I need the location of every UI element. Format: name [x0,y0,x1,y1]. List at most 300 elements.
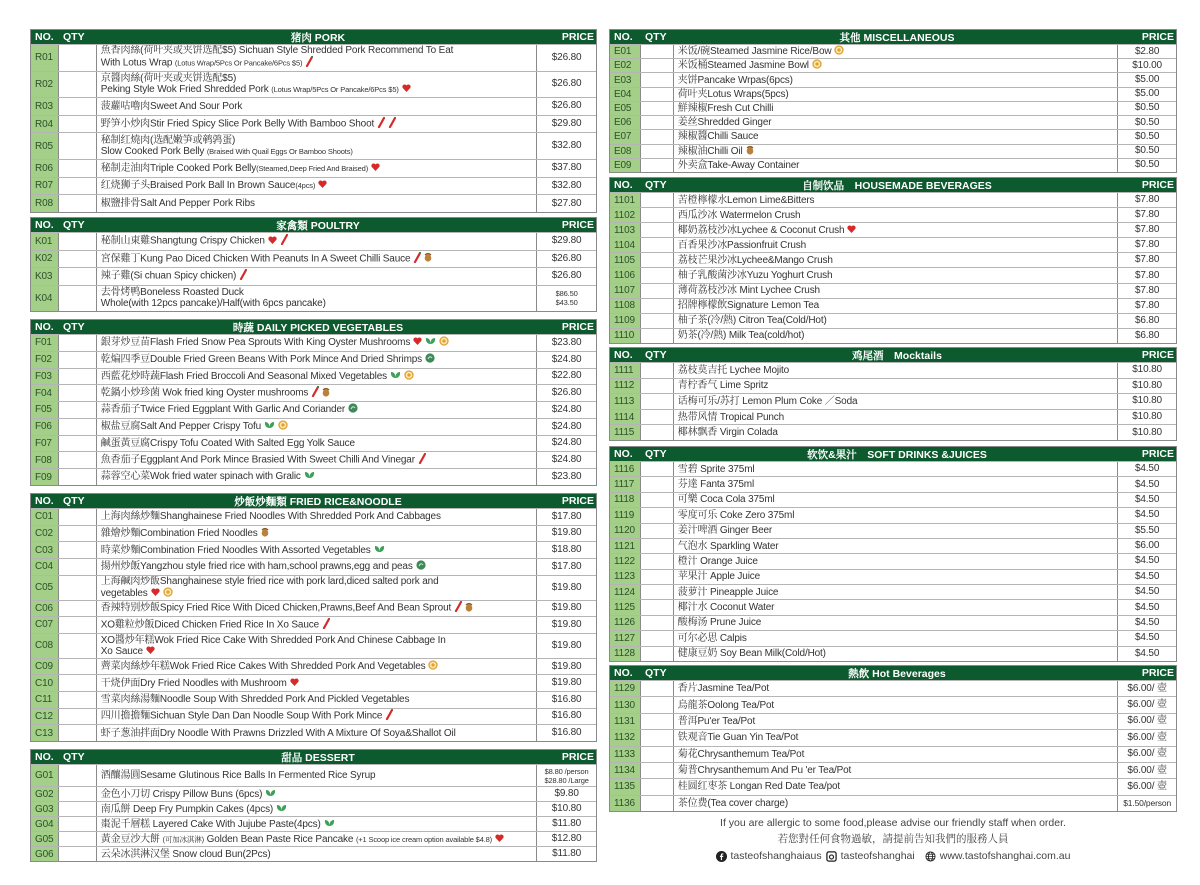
price-value: $4.50 [1134,586,1160,598]
item-code: 1102 [610,208,641,222]
menu-item-row[interactable] [31,633,596,658]
quantity-cell[interactable] [59,617,97,633]
menu-item-row[interactable] [31,285,596,311]
item-code: F07 [31,436,59,452]
menu-item-row[interactable] [31,658,596,675]
menu-item-row[interactable] [31,194,596,212]
item-name: 椰汁水 Coconut Water [677,602,775,614]
item-price [1118,554,1176,568]
menu-item-row[interactable] [610,696,1176,712]
item-name-cell [97,709,537,725]
quantity-cell[interactable] [59,576,97,600]
quantity-cell[interactable] [641,524,674,538]
menu-item-row[interactable] [610,778,1176,794]
quantity-cell[interactable] [59,675,97,691]
menu-item-row[interactable] [31,132,596,159]
quantity-cell[interactable] [641,284,674,298]
menu-item-row[interactable] [31,401,596,418]
item-name-cell [97,369,537,385]
quantity-cell[interactable] [59,847,97,861]
price-value: $19.80 [551,677,582,689]
menu-item-row[interactable] [610,523,1176,538]
quantity-cell[interactable] [641,570,674,584]
header-no: NO. [614,349,633,361]
quantity-cell[interactable] [641,238,674,252]
item-name-cell [97,576,537,600]
menu-item-row[interactable] [610,192,1176,207]
menu-item-row[interactable] [610,298,1176,313]
quantity-cell[interactable] [59,802,97,816]
price-value: $7.80 [1134,194,1160,206]
quantity-cell[interactable] [641,208,674,222]
menu-item-row[interactable] [610,713,1176,729]
item-name-wrap [678,365,789,376]
menu-item-row[interactable] [610,328,1176,343]
quantity-cell[interactable] [641,253,674,267]
item-name: 上海鹹肉炒飯Shanghainese style fried rice with pork lard,diced salted pork and vegetables [100,575,439,599]
quantity-cell[interactable] [641,45,674,58]
item-name: 夹饼Pancake Wrpas(6pcs) [677,74,793,86]
item-code: F08 [31,452,59,468]
item-name: 菠蘿咕嚕肉Sweet And Sour Pork [100,100,243,112]
price-value: $26.80 [551,270,582,282]
menu-section [609,665,1177,812]
item-price [537,576,596,600]
menu-item-row[interactable] [31,232,596,250]
item-note: (Steamed,Deep Fried And Braised) [256,163,369,173]
quantity-cell[interactable] [59,436,97,452]
menu-item-row[interactable] [610,569,1176,584]
quantity-cell[interactable] [59,45,97,71]
item-name-cell [674,410,1118,425]
item-name-cell [674,314,1118,328]
menu-item-row[interactable] [610,44,1176,58]
quantity-cell[interactable] [641,697,674,712]
item-note: (Lotus Wrap/5Pcs Or Pancake/6Pcs $5) [174,58,303,68]
menu-item-row[interactable] [31,846,596,861]
price-value: $16.80 [551,710,582,722]
quantity-cell[interactable] [641,394,674,409]
item-price [1118,59,1176,72]
item-name: 橙汁 Orange Juice [677,555,758,567]
item-name: 姜汁啤酒 Ginger Beer [677,525,773,537]
menu-item-row[interactable] [31,600,596,617]
menu-item-row[interactable] [31,674,596,691]
menu-item-row[interactable] [610,492,1176,507]
header-qty: QTY [645,31,667,43]
quantity-cell[interactable] [59,352,97,368]
price-value: $5.50 [1134,524,1160,536]
quantity-cell[interactable] [641,477,674,491]
quantity-cell[interactable] [59,725,97,741]
item-name-cell [97,692,537,708]
item-price [1118,88,1176,101]
item-name-wrap [101,117,396,131]
item-name-wrap [101,834,504,845]
quantity-cell[interactable] [59,116,97,133]
section-header [31,750,596,764]
quantity-cell[interactable] [641,88,674,101]
quantity-cell[interactable] [641,193,674,207]
menu-item-row[interactable] [31,250,596,268]
quantity-cell[interactable] [59,72,97,98]
quantity-cell[interactable] [59,787,97,801]
item-name-cell [97,160,537,177]
menu-item-row[interactable] [610,237,1176,252]
menu-item-row[interactable] [31,801,596,816]
menu-item-row[interactable] [610,553,1176,568]
quantity-cell[interactable] [641,747,674,762]
quantity-cell[interactable] [59,452,97,468]
quantity-cell[interactable] [641,268,674,282]
menu-item-row[interactable] [610,115,1176,129]
price-value: $17.80 [551,560,582,572]
menu-item-row[interactable] [31,435,596,452]
quantity-cell[interactable] [641,616,674,630]
menu-item-row[interactable] [31,541,596,558]
menu-item-row[interactable] [31,575,596,600]
facebook-handle[interactable]: tasteofshanghaiaus [730,850,822,862]
item-name: 米饭/碗Steamed Jasmine Rice/Bow [677,46,832,58]
quantity-cell[interactable] [641,410,674,425]
menu-item-row[interactable] [31,418,596,435]
menu-item-row[interactable] [31,831,596,846]
item-code: 1115 [610,425,641,440]
menu-item-row[interactable] [610,476,1176,491]
price-value: $26.80 [551,252,582,264]
price-value: $5.00 [1134,74,1160,86]
item-name-cell [97,832,537,846]
egg-icon [812,59,822,72]
item-name: 乾煸四季豆Double Fried Green Beans With Pork Mince And Dried Shrimps [100,354,423,366]
menu-item-row[interactable] [610,746,1176,762]
allergy-notice-en: If you are allergic to some food,please advise our friendly staff when order. [720,817,1066,829]
item-name: 米饭桶Steamed Jasmine Bowl [677,60,809,72]
menu-item-row[interactable] [610,762,1176,778]
menu-item-row[interactable] [610,584,1176,599]
quantity-cell[interactable] [59,402,97,418]
quantity-cell[interactable] [59,559,97,575]
item-name-cell [674,208,1118,222]
item-name-cell [674,524,1118,538]
quantity-cell[interactable] [641,379,674,394]
item-code: R07 [31,178,59,195]
quantity-cell[interactable] [641,763,674,778]
item-code: E07 [610,130,641,143]
quantity-cell[interactable] [641,145,674,158]
menu-item-row[interactable] [31,558,596,575]
menu-item-row[interactable] [610,158,1176,172]
item-name-cell [97,542,537,558]
item-name: 云朵冰淇淋汉堡 Snow cloud Bun(2Pcs) [100,848,271,860]
quantity-cell[interactable] [641,425,674,440]
menu-item-row[interactable] [610,129,1176,143]
item-name: 苹果汁 Apple Juice [677,571,761,583]
item-price [1118,238,1176,252]
quantity-cell[interactable] [641,493,674,507]
item-name: 野笋小炒肉Stir Fried Spicy Slice Pork Belly With Bamboo Shoot [100,118,375,130]
menu-item-row[interactable] [610,393,1176,409]
menu-item-row[interactable] [610,795,1176,811]
menu-item-row[interactable] [610,252,1176,267]
item-name-note: (可加冰淇淋) [162,834,204,844]
section-title: 甜品 DESSERT [281,751,355,764]
item-name: 可樂 Coca Cola 375ml [677,494,775,506]
menu-item-row[interactable] [610,72,1176,86]
item-name-cell [674,130,1118,143]
quantity-cell[interactable] [59,659,97,675]
item-name-wrap [678,541,779,552]
menu-item-row[interactable] [610,267,1176,282]
instagram-handle[interactable]: tasteofshanghai [840,850,915,862]
quantity-cell[interactable] [641,363,674,378]
menu-item-row[interactable] [31,708,596,725]
chilli-icon [322,618,330,632]
menu-item-row[interactable] [610,615,1176,630]
price-value: $24.80 [551,420,582,432]
menu-item-row[interactable] [31,468,596,485]
quantity-cell[interactable] [59,178,97,195]
menu-item-row[interactable] [31,764,596,786]
menu-item-row[interactable] [610,362,1176,378]
heart-icon [290,678,299,689]
item-name-cell [97,725,537,741]
item-price [537,335,596,351]
menu-item-row[interactable] [31,724,596,741]
menu-item-row[interactable] [610,630,1176,645]
menu-item-row[interactable] [610,283,1176,298]
item-name-cell [674,268,1118,282]
price-value: $17.80 [551,510,582,522]
item-name: 椰林飘香 Virgin Colada [677,427,778,439]
item-note: (Braised With Quail Eggs Or Bamboo Shoots) [206,147,353,157]
menu-item-row[interactable] [31,384,596,401]
item-name-wrap [678,556,758,567]
menu-item-row[interactable] [31,351,596,368]
price-value: $6.00/ 壺 [1127,764,1167,776]
menu-item-row[interactable] [610,144,1176,158]
menu-item-row[interactable] [31,368,596,385]
menu-item-row[interactable] [610,680,1176,696]
section-title: 鸡尾酒 Mocktails [852,349,942,362]
quantity-cell[interactable] [59,419,97,435]
quantity-cell[interactable] [59,160,97,177]
nut-icon [746,145,754,158]
price-option: $43.50 [555,298,578,308]
item-code: C03 [31,542,59,558]
quantity-cell[interactable] [641,647,674,661]
price-value: $0.50 [1134,159,1160,171]
quantity-cell[interactable] [641,299,674,313]
item-name-wrap [101,678,299,689]
item-name-wrap [678,464,755,475]
quantity-cell[interactable] [59,233,97,250]
quantity-cell[interactable] [59,692,97,708]
quantity-cell[interactable] [641,681,674,696]
quantity-cell[interactable] [641,116,674,129]
header-no: NO. [35,751,54,763]
quantity-cell[interactable] [59,709,97,725]
quantity-cell[interactable] [641,102,674,115]
item-name: 魚香茄子Eggplant And Pork Mince Brasied With Sweet Chilli And Vinegar [100,454,415,466]
menu-item-row[interactable] [610,461,1176,476]
quantity-cell[interactable] [59,286,97,311]
menu-item-row[interactable] [610,599,1176,614]
quantity-cell[interactable] [641,159,674,172]
egg-icon [439,336,449,349]
quantity-cell[interactable] [59,251,97,268]
section-header [31,494,596,508]
egg-icon [404,370,414,383]
item-code: 1109 [610,314,641,328]
item-name-cell [674,394,1118,409]
item-name-cell [674,363,1118,378]
quantity-cell[interactable] [59,98,97,115]
item-name-wrap [101,198,255,209]
quantity-cell[interactable] [641,796,674,811]
menu-item-row[interactable] [31,267,596,285]
quantity-cell[interactable] [59,601,97,617]
menu-item-row[interactable] [610,313,1176,328]
item-name-english: Golden Bean Paste Rice Pancake [203,833,356,845]
item-price [537,436,596,452]
item-name-wrap [678,525,772,536]
item-code: 1120 [610,524,641,538]
quantity-cell[interactable] [59,542,97,558]
menu-item-row[interactable] [610,58,1176,72]
menu-item-row[interactable] [610,222,1176,237]
item-name-wrap [101,560,426,573]
item-name-cell [674,714,1118,729]
item-code: R08 [31,195,59,212]
menu-item-row[interactable] [31,616,596,633]
website-link[interactable]: www.tastofshanghai.com.au [939,850,1071,862]
menu-item-row[interactable] [31,44,596,71]
menu-item-row[interactable] [31,97,596,115]
item-price [537,402,596,418]
item-code: 1136 [610,796,641,811]
quantity-cell[interactable] [641,600,674,614]
menu-item-row[interactable] [31,816,596,831]
header-price: PRICE [561,219,594,231]
item-name: 魚香肉絲(荷叶夹或夹饼选配$5) Sichuan Style Shredded Pork Recommend To Eat With Lotus Wrap [100,45,454,69]
quantity-cell[interactable] [59,133,97,159]
price-value: $19.80 [551,618,582,630]
price-value: $16.80 [551,727,582,739]
price-value: $24.80 [551,454,582,466]
price-value: $26.80 [551,78,582,90]
menu-item-row[interactable] [610,87,1176,101]
menu-item-row[interactable] [31,691,596,708]
item-name-wrap [678,494,775,505]
menu-item-row[interactable] [31,451,596,468]
item-price [537,542,596,558]
quantity-cell[interactable] [641,554,674,568]
item-name-cell [674,425,1118,440]
quantity-cell[interactable] [59,817,97,831]
quantity-cell[interactable] [59,268,97,285]
price-value: $37.80 [551,162,582,174]
menu-item-row[interactable] [31,115,596,133]
menu-item-row[interactable] [610,507,1176,522]
quantity-cell[interactable] [59,385,97,401]
quantity-cell[interactable] [641,631,674,645]
chilli-icon [311,386,319,400]
quantity-cell[interactable] [641,462,674,476]
quantity-cell[interactable] [641,130,674,143]
menu-item-row[interactable] [31,177,596,195]
item-name-cell [97,802,537,816]
quantity-cell[interactable] [641,539,674,553]
menu-item-row[interactable] [31,334,596,351]
menu-item-row[interactable] [31,786,596,801]
price-value: $4.50 [1134,478,1160,490]
quantity-cell[interactable] [641,585,674,599]
quantity-cell[interactable] [59,509,97,525]
menu-item-row[interactable] [610,646,1176,661]
quantity-cell[interactable] [59,634,97,658]
menu-item-row[interactable] [610,207,1176,222]
item-name-cell [674,116,1118,129]
item-name-wrap [678,587,779,598]
item-name-cell [674,747,1118,762]
quantity-cell[interactable] [641,73,674,86]
item-name-wrap [678,479,754,490]
item-price [537,617,596,633]
item-name-wrap [678,59,822,72]
item-name-cell [97,352,537,368]
menu-section [30,29,597,213]
menu-item-row[interactable] [610,729,1176,745]
quantity-cell[interactable] [641,314,674,328]
menu-item-row[interactable] [610,101,1176,115]
menu-item-row[interactable] [31,159,596,177]
quantity-cell[interactable] [641,779,674,794]
menu-item-row[interactable] [610,409,1176,425]
quantity-cell[interactable] [59,195,97,212]
menu-item-row[interactable] [31,71,596,98]
item-name-wrap [678,255,833,266]
quantity-cell[interactable] [641,329,674,343]
section-header [610,30,1176,44]
quantity-cell[interactable] [59,335,97,351]
leaf-icon [304,471,315,482]
menu-item-row[interactable] [31,508,596,525]
quantity-cell[interactable] [641,508,674,522]
quantity-cell[interactable] [59,526,97,542]
quantity-cell[interactable] [59,765,97,786]
price-value: $23.80 [551,471,582,482]
quantity-cell[interactable] [59,469,97,485]
item-price [1118,145,1176,158]
footer [609,815,1177,864]
quantity-cell[interactable] [641,59,674,72]
quantity-cell[interactable] [59,832,97,846]
menu-item-row[interactable] [31,525,596,542]
quantity-cell[interactable] [59,369,97,385]
chilli-icon [388,117,396,131]
item-name-wrap [678,240,806,251]
menu-item-row[interactable] [610,424,1176,440]
quantity-cell[interactable] [641,714,674,729]
item-name-cell [674,493,1118,507]
menu-item-row[interactable] [610,378,1176,394]
item-code: 1110 [610,329,641,343]
quantity-cell[interactable] [641,730,674,745]
menu-item-row[interactable] [610,538,1176,553]
quantity-cell[interactable] [641,223,674,237]
price-value: $4.50 [1134,647,1160,659]
